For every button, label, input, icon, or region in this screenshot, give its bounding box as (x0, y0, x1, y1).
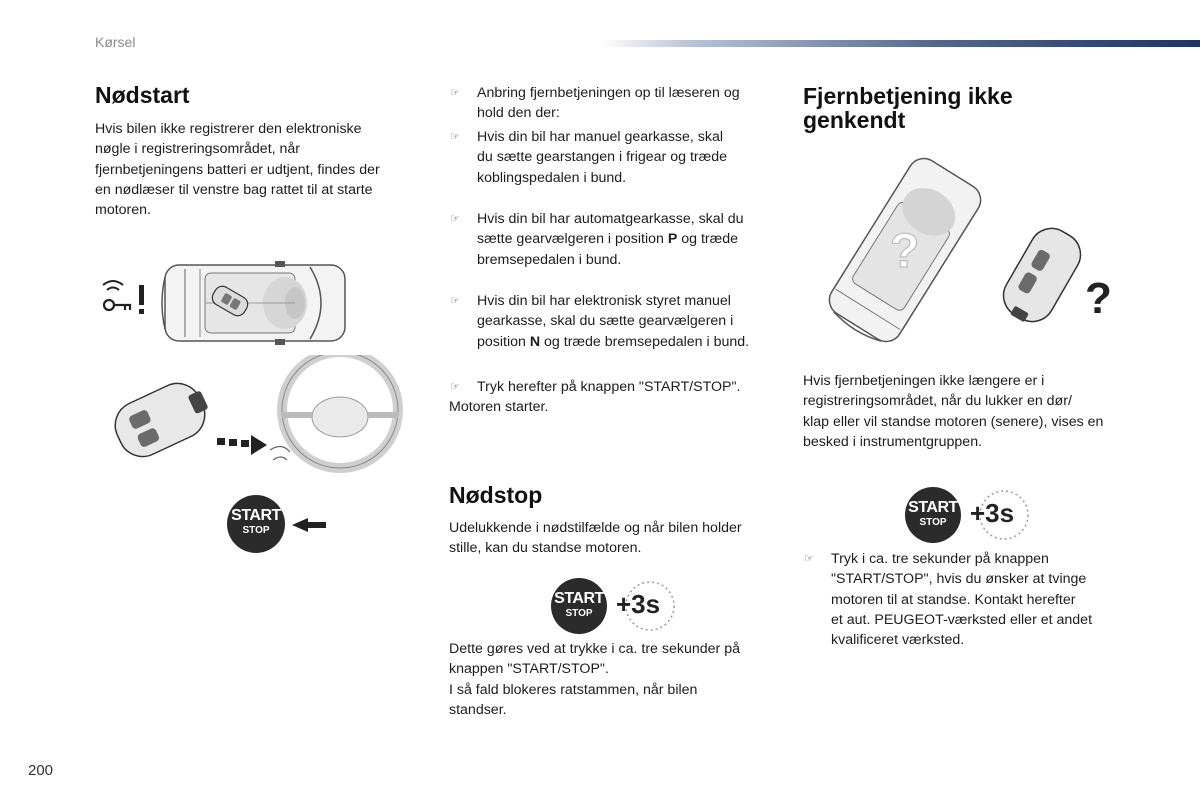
page-number: 200 (28, 762, 54, 779)
question-mark-icon: ? (890, 225, 920, 278)
key-fob (107, 374, 216, 464)
bullet-hand-icon: ☞ (804, 553, 814, 565)
nodstart-intro: Hvis bilen ikke registrerer den elektroniske nøgle i registreringsområdet, når fjernbetjeningens batteri er udtjent, findes der en nødlæser til venstre bag rattet til at starte motoren. (95, 121, 380, 219)
plus-3s-label: +3s (970, 498, 1015, 528)
arrow-dashed (217, 435, 267, 455)
bullet-1: ☞ Anbring fjernbetjeningen op til læseren og hold den der: (450, 85, 740, 122)
bullet-hand-icon: ☞ (450, 295, 460, 307)
nodstop-title: Nødstop (449, 482, 543, 508)
start-label: START (908, 499, 958, 516)
section-label: Kørsel (95, 34, 136, 50)
start-label: START (554, 590, 604, 607)
stop-label: STOP (565, 608, 593, 619)
car-topview-illustration (95, 255, 355, 355)
car-body (162, 261, 345, 345)
start-stop-button-icon (550, 577, 680, 637)
nodstop-intro: Udelukkende i nødstilfælde og når bilen holder stille, kan du standse motoren. (449, 520, 742, 557)
reader-illustration (105, 355, 405, 475)
final-step: ☞ Tryk herefter på knappen "START/STOP". (477, 377, 777, 397)
col3-bullet: ☞ Tryk i ca. tre sekunder på knappen "START/STOP", hvis du ønsker at tvinge motoren til at standse. Kontakt herefter et aut. PEUGEOT-værksted eller et andet kvalificeret værksted. (804, 551, 1093, 649)
final-result: Motoren starter. (449, 399, 549, 415)
bullet-hand-icon: ☞ (450, 131, 460, 143)
stop-label: STOP (242, 525, 270, 536)
start-stop-button-icon (222, 494, 332, 554)
question-mark-icon: ? (1085, 274, 1112, 323)
nodstop-note: Dette gøres ved at trykke i ca. tre sekunder på knappen "START/STOP". I så fald blokeres ratstammen, når bilen standser. (449, 641, 740, 718)
start-stop-button-icon (904, 486, 1034, 546)
remote-not-recognized-title: Fjernbetjening ikke genkendt (803, 83, 1013, 133)
start-label: START (231, 507, 281, 524)
bullet-hand-icon: ☞ (450, 87, 460, 99)
bullet-3: ☞ Hvis din bil har automatgearkasse, skal du sætte gearvælgeren i position P og træde bremsepedalen i bund. (450, 211, 744, 268)
bullet-4: ☞ Hvis din bil har elektronisk styret manuel gearkasse, skal du sætte gearvælgeren i position N og træde bremsepedalen i bund. (450, 293, 750, 350)
key-warning-icon (103, 281, 144, 314)
bullet-hand-icon: ☞ (450, 381, 460, 393)
stop-label: STOP (919, 517, 947, 528)
start-stop-figure-col1 (222, 494, 332, 554)
nodstart-title: Nødstart (95, 82, 190, 108)
remote-missing-illustration (810, 155, 1130, 355)
start-stop-3s-figure-col2 (550, 577, 680, 637)
start-stop-3s-figure-col3 (904, 486, 1034, 546)
plus-3s-label: +3s (616, 589, 661, 619)
bullet-hand-icon: ☞ (450, 213, 460, 225)
key-fob-angled (994, 220, 1088, 331)
bullet-2: ☞ Hvis din bil har manuel gearkasse, skal du sætte gearstangen i frigear og træde koblingspedalen i bund. (450, 129, 728, 186)
remote-not-recognized-body: Hvis fjernbetjeningen ikke længere er i registreringsområdet, når du lukker en dør/ klap eller vil standse motoren (senere), vises en besked i instrumentgruppen. (803, 373, 1104, 450)
steering-wheel (270, 355, 398, 468)
header-gradient-bar (600, 40, 1200, 47)
